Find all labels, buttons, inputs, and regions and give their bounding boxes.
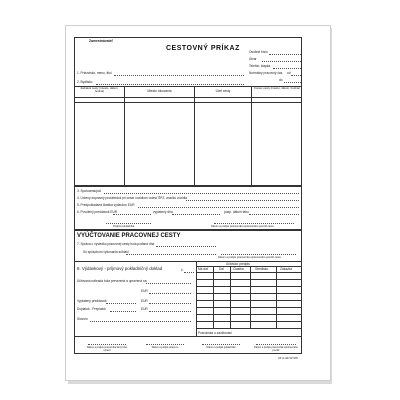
advance-back-eur-field[interactable] [149,303,191,304]
words-field[interactable] [90,321,191,322]
sign-line-4[interactable] [256,344,296,345]
sign-label-3: Dátum a podpis pokladníka [206,346,236,349]
accounting-col-header-amount: Čiastka [233,267,244,271]
department-label: Útvar [249,57,257,61]
cash-doc-number-field[interactable] [184,272,194,273]
cash-doc-label: 8. Výdavkový - príjmový pokladničný doklad [77,266,163,271]
trip-header-start: Začiatok cesty (miesto, dátum, hodina) [80,86,119,94]
accounting-row-2 [196,286,302,287]
personal-number-label: Osobné číslo [249,50,268,54]
cashier-signature-line[interactable] [106,223,151,224]
trip-header-end: Koniec cesty (miesto, dátum, hodina) [253,86,300,90]
sign-line-3[interactable] [202,344,240,345]
settlement-title: VYÚČTOVANIE PRACOVNEJ CESTY [77,233,181,239]
sign-label-2: Dátum a podpis príjemcu [151,346,179,349]
address-label: 2. Bydlisko [77,80,93,84]
form-title: CESTOVNÝ PRÍKAZ [166,45,240,52]
refund-field[interactable] [146,283,191,284]
cashier-signature-label: Podpis pokladníka [113,225,135,228]
accounting-col-header-order: Zákazka [280,267,293,271]
name-field[interactable] [114,75,244,76]
approval-field[interactable] [126,254,216,255]
trip-table-col-3 [251,86,252,186]
advance-estimate-field[interactable] [138,207,299,208]
accounting-title: Účtovací predpis [226,262,250,266]
accounting-col-3 [250,266,251,328]
sign-label-4: Dátum a podpis pracovníka oprávneného povoliť [254,346,298,352]
trip-header-place: Miesto rokovania [147,89,172,93]
normal-time-label: Normálny pracovný čas [249,71,283,75]
sign-line-1[interactable] [88,344,126,345]
difference-label: Doplatok - Preplatok [77,307,106,311]
accounting-row-3 [196,293,302,294]
settlement-bottom-line [74,336,302,337]
approver-signature-line[interactable] [214,223,294,224]
trip-table-col-1 [124,86,125,186]
difference-eur-label: EUR [141,307,148,311]
employer-signature-line[interactable] [221,254,296,255]
advance-paid-label: 6. Povolený preddavok EUR [77,210,118,214]
transport-label: 4. Určený dopravný prostriedok pri ceste vozidlom uviesť ŠPZ, značku vozidla [77,196,187,200]
accounting-col-header-debit: Má dať [198,267,209,271]
sign-label-1: Dátum a podpis pracovníka ktorý účet upravil [86,346,128,352]
advance-back-label: Vyplatený preddavok [77,299,107,303]
corrections-label: Poznámka o zaúčtovaní [198,331,233,335]
transport-field[interactable] [186,200,299,201]
trip-table [74,86,302,186]
travel-order-form [65,25,331,381]
difference-field[interactable] [110,311,136,312]
trip-header-purpose: Účel cesty [215,89,231,93]
accounting-col-1 [213,266,214,328]
approval-label: So spôsobom vykonania súhlasí [83,250,129,254]
name-label: 1. Priezvisko, meno, titul [77,71,112,75]
advance-paid-field[interactable] [113,214,151,215]
employer-signature-label: Dátum a podpis pracovníka oprávneného povoliť cestu [218,256,281,259]
advance-signature-field[interactable] [249,214,299,215]
sign-line-2[interactable] [146,344,184,345]
refund-eur-field[interactable] [149,293,191,294]
advance-back-field[interactable] [106,303,136,304]
cash-doc-number-label: č. [181,268,184,272]
personal-number-field[interactable] [269,54,301,55]
refund-eur-label: EUR [141,289,148,293]
approver-signature-label: Dátum a podpis pracovníka oprávneného povoliť cestu [211,225,274,228]
advance-back-eur-label: EUR [141,299,148,303]
phone-label: Telefón, klapka [249,64,271,68]
normal-time-do-field[interactable] [284,82,301,83]
fellow-field[interactable] [104,193,299,194]
advance-estimate-label: 5. Predpokladaná čiastka výdavkov EUR [77,203,135,207]
form-footer-code: OP ck 4/E SP 03/6 [278,357,298,360]
accounting-col-4 [276,266,277,328]
normal-time-do-label: do [279,78,283,82]
phone-field[interactable] [273,68,301,69]
advance-paid-by-label: vyplatený dňa [153,210,173,214]
department-field[interactable] [262,61,301,62]
accounting-col-header-center: Stredisko [255,267,269,271]
words-label: Slovom [77,317,88,321]
employer-label: Zamestnávateľ [89,39,113,43]
report-label: 7. Správa o výsledku pracovnej cesty bola podaná dňa [77,242,155,246]
difference-eur-field[interactable] [149,311,191,312]
accounting-row-8 [196,328,302,329]
accounting-row-7 [196,321,302,322]
accounting-row-6 [196,314,302,315]
normal-time-od-field[interactable] [291,75,301,76]
settlement-divider [74,261,302,262]
accounting-col-2 [230,266,231,328]
normal-time-od-label: od [287,71,291,75]
report-date-field[interactable] [156,246,216,247]
accounting-line-2 [196,272,302,273]
refund-label: Účtovaná náhrada bola preverená a upravená na [77,279,147,283]
accounting-col-header-credit: Dal [219,267,224,271]
trip-table-header-line [74,97,302,98]
accounting-row-4 [196,300,302,301]
accounting-row-1 [196,279,302,280]
accounting-row-5 [196,307,302,308]
advance-signature-label: podp. dátum tabu [224,210,249,214]
trip-table-col-2 [194,86,195,186]
address-field[interactable] [96,84,244,85]
fellow-label: 3. Spolucestujúci [77,189,102,193]
advance-paid-date-field[interactable] [172,214,220,215]
